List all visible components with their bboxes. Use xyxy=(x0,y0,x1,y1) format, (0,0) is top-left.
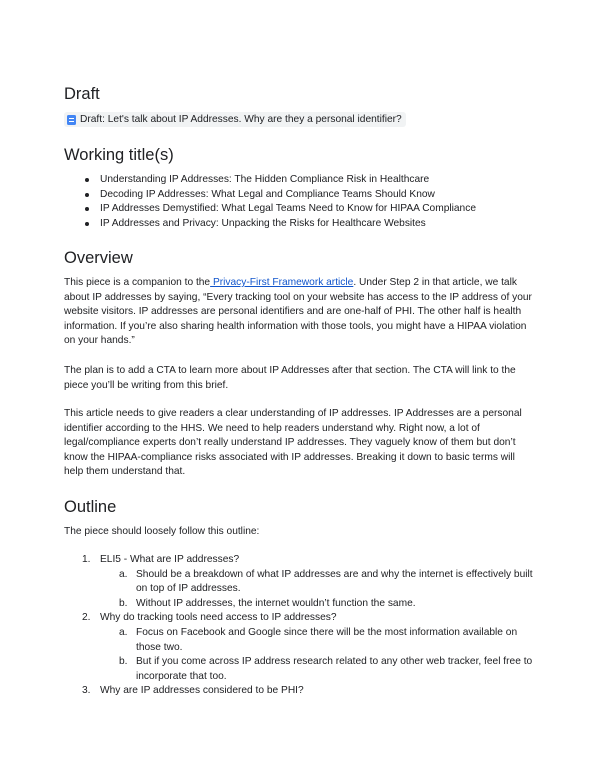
bullet-icon xyxy=(85,178,89,182)
bullet-icon xyxy=(85,193,89,197)
list-item: Decoding IP Addresses: What Legal and Compliance Teams Should Know xyxy=(64,188,534,203)
list-letter: a. xyxy=(119,568,128,580)
privacy-first-framework-link[interactable]: Privacy-First Framework article xyxy=(210,277,354,288)
list-letter: b. xyxy=(119,597,128,609)
outline-intro: The piece should loosely follow this outline: xyxy=(64,526,260,537)
overview-paragraph-1: This piece is a companion to the Privacy-First Framework article. Under Step 2 in that article, we talk about IP addresses by saying, “Every tracking tool on your website has access to the IP address of your website visitors. IP addresses are personal identifiers and are one-half of PHI. The other half is health information. If you’re also sharing health information with those tools, you might have a HIPAA violation on your hands.” xyxy=(64,277,532,347)
bullet-icon xyxy=(85,207,89,211)
overview-paragraph-3: This article needs to give readers a clear understanding of IP addresses. IP Addresses are a personal identifier according to the HHS. We need to help readers understand why. Right now, a lot of legal/compliance experts don’t really understand IP addresses. They vaguely know of them but don’t know the HIPAA-compliance risks associated with IP addresses. Breaking it down to basic terms will help them understand that. xyxy=(64,408,522,478)
list-number: 1. xyxy=(82,554,91,565)
draft-doc-chip-label: Draft: Let's talk about IP Addresses. Why are they a personal identifier? xyxy=(80,114,402,125)
sub-list-item: b. Without IP addresses, the internet wouldn’t function the same. xyxy=(64,597,534,612)
outline-heading: Outline xyxy=(64,498,117,516)
list-letter: b. xyxy=(119,656,128,668)
list-item: IP Addresses and Privacy: Unpacking the Risks for Healthcare Websites xyxy=(64,217,534,232)
sub-list-item: a. Should be a breakdown of what IP addresses are and why the internet is effectively built on top of IP addresses. xyxy=(119,568,533,595)
outline-list xyxy=(64,553,534,699)
working-titles-list xyxy=(64,173,534,231)
list-item: Understanding IP Addresses: The Hidden Compliance Risk in Healthcare xyxy=(64,173,534,188)
google-doc-icon xyxy=(67,115,76,125)
draft-heading: Draft xyxy=(64,85,100,103)
overview-heading: Overview xyxy=(64,249,133,267)
list-item: 1. ELI5 - What are IP addresses? xyxy=(64,553,534,568)
list-letter: a. xyxy=(119,626,128,638)
list-number: 3. xyxy=(82,685,91,697)
sub-list-item: b. But if you come across IP address research related to any other web tracker, feel free to incorporate that too. xyxy=(119,656,533,682)
working-titles-heading: Working title(s) xyxy=(64,146,174,164)
list-item: 2. Why do tracking tools need access to IP addresses? xyxy=(64,611,534,626)
list-number: 2. xyxy=(82,612,91,624)
draft-doc-chip[interactable] xyxy=(64,112,406,127)
sub-list-item: a. Focus on Facebook and Google since there will be the most information available on those two. xyxy=(119,626,518,653)
bullet-icon xyxy=(85,222,89,226)
list-item: IP Addresses Demystified: What Legal Teams Need to Know for HIPAA Compliance xyxy=(64,202,534,217)
overview-paragraph-2: The plan is to add a CTA to learn more about IP Addresses after that section. The CTA will link to the piece you’ll be writing from this brief. xyxy=(64,365,516,391)
list-item: 3. Why are IP addresses considered to be PHI? xyxy=(64,684,534,699)
